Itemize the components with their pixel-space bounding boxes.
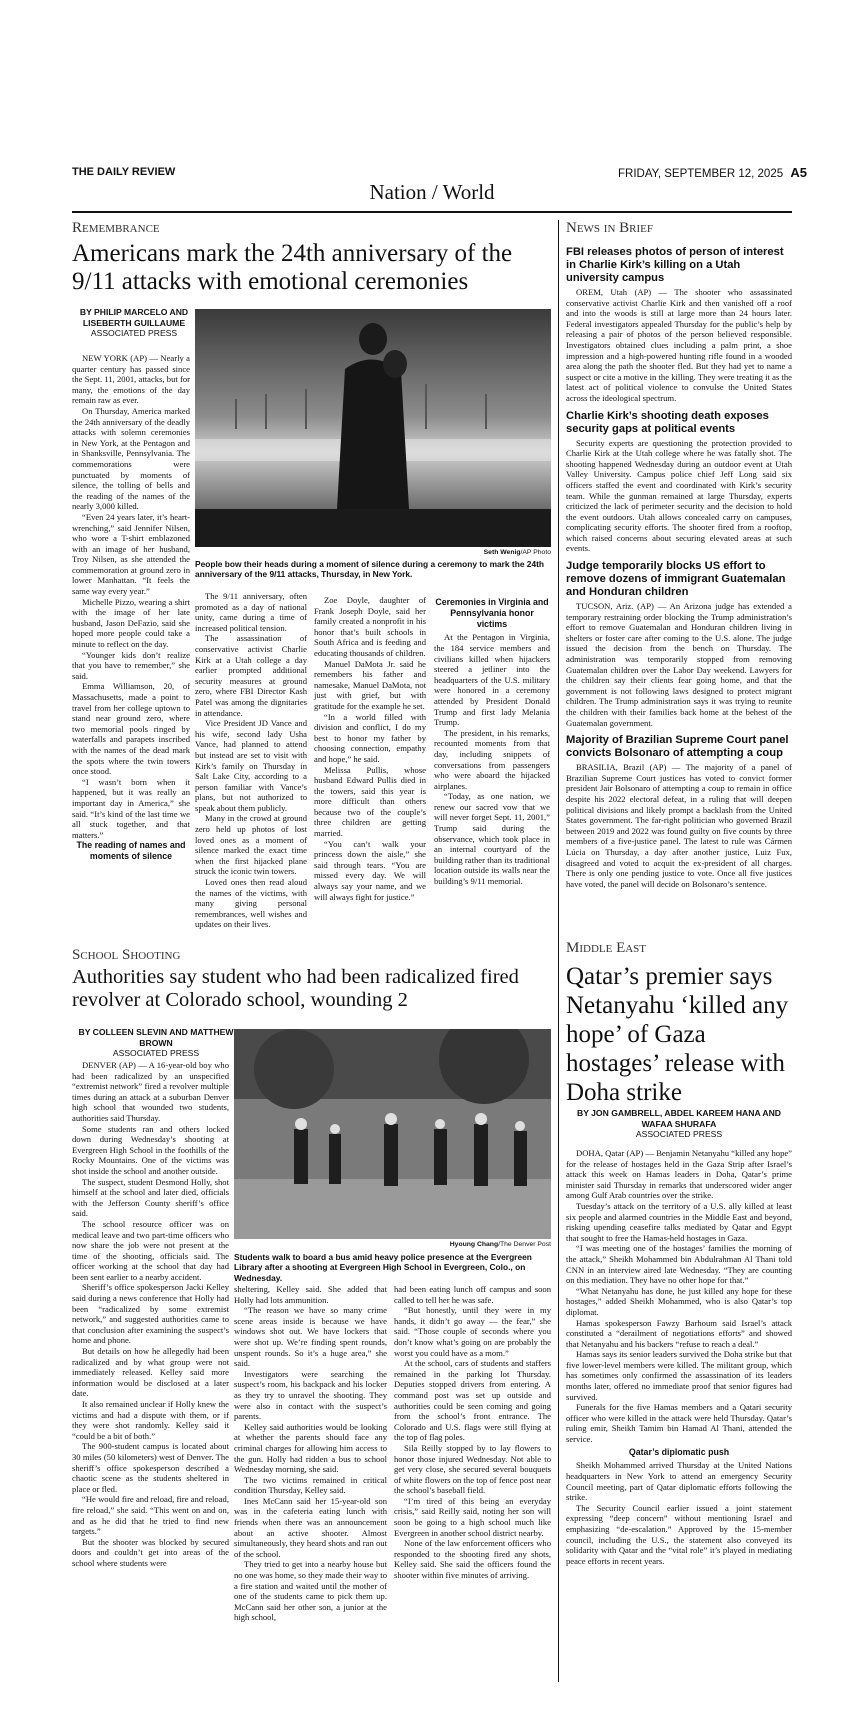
- story1-agency: ASSOCIATED PRESS: [90, 328, 178, 338]
- paragraph: The assassination of conservative activist Charlie Kirk at a Utah college a day earlier prompted additional security measures at ground zero, where FBI Director Kash Patel was among the dignitaries in attendance.: [195, 633, 307, 718]
- paragraph: The two victims remained in critical condition Thursday, Kelley said.: [234, 1474, 387, 1496]
- paragraph: They tried to get into a nearby house but no one was home, so they made their way to a fire station and waited until the mother of one of the students came to pick them up. McCann said her other son, a junior at the high school,: [234, 1559, 387, 1623]
- paragraph: Sila Reilly stopped by to lay flowers to honor those injured Wednesday. Not able to get very close, she secured several bouquets of white flowers on the top of fence post near the school’s baseball field.: [394, 1442, 551, 1496]
- paragraph: “Today, as one nation, we renew our sacred vow that we will never forget Sept. 11, 2001,” Trump said during the observance, which took place in an internal courtyard of the building rather than its traditional location outside its walls near the building’s 9/11 memorial.: [434, 791, 550, 887]
- story1-caption: People bow their heads during a moment of silence during a ceremony to mark the 24th anniversary of the 9/11 attacks, Thursday, in New York.: [195, 559, 545, 580]
- paragraph: Sheriff’s office spokesperson Jacki Kelley said during a news conference that Holly had been “radicalized by some extremist network,” and suggested authorities came to that conclusion after examining the suspect’s home and phone.: [72, 1282, 229, 1346]
- story1-subhead: The reading of names and moments of silence: [76, 840, 186, 862]
- briefs-list: [566, 240, 792, 889]
- story3-authors: BY JON GAMBRELL, ABDEL KAREEM HANA AND WAFAA SHURAFA: [576, 1108, 782, 1129]
- paragraph: The school resource officer was on medical leave and two part-time officers who now share the job were not present at the time of the shooting, officials said. The officer working at the school that day had been sent earlier to a nearby accident.: [72, 1218, 229, 1282]
- paragraph: But details on how he allegedly had been radicalized and by what group were not immediately released. Kelley said more information would be disclosed at a later date.: [72, 1346, 229, 1399]
- paragraph: sheltering, Kelley said. She added that Holly had lots ammunition.: [234, 1284, 387, 1305]
- paragraph: “I wasn’t born when it happened, but it was really an important day in America,” she said. “It’s kind of the last time we all stuck together, and that matters.”: [72, 776, 190, 840]
- story3-agency: ASSOCIATED PRESS: [635, 1129, 723, 1139]
- story2-agency: ASSOCIATED PRESS: [112, 1048, 200, 1058]
- paragraph: Hamas spokesperson Fawzy Barhoum said Israel’s attack constituted a “derailment of negotiations efforts” and showed that Netanyahu and his backers “refuse to reach a deal.”: [566, 1317, 792, 1349]
- paragraph: But the shooter was blocked by secured doors and couldn’t get into areas of the school where students were: [72, 1536, 229, 1568]
- masthead-rule: [72, 211, 792, 213]
- paragraph: Hamas says its senior leaders survived the Doha strike but that five lower-level members were killed. The militant group, which has sometimes only confirmed the assassination of its leaders months later, offered no immediate proof that senior figures had survived.: [566, 1349, 792, 1402]
- story3-headline: Qatar’s premier says Netanyahu ‘killed any hope’ of Gaza hostages’ release with Doha strike: [566, 963, 789, 1106]
- paragraph: Funerals for the five Hamas members and a Qatari security officer who were killed in the attack were held Thursday. Qatar’s ruling emir, Sheikh Tamim bin Hamad Al Thani, attended the service.: [566, 1402, 792, 1445]
- brief-headline: Charlie Kirk’s shooting death exposes security gaps at political events: [566, 409, 769, 435]
- paragraph: It also remained unclear if Holly knew the victims and had a dispute with them, or if they were shot randomly. Kelley said it “could be a bit of both.”: [72, 1399, 229, 1441]
- paragraph: “You can’t walk your princess down the aisle,” she said through tears. “You are missed every day. We will always say your name, and we will always fight for justice.”: [314, 838, 426, 902]
- section-title: Nation / World: [369, 180, 495, 204]
- paragraph: At the school, cars of students and staffers remained in the parking lot Thursday. Deputies stopped drivers from entering. A command post was set up outside and authorities could be seen coming and going from the school’s front entrance. The Colorado and U.S. flags were still flying at the top of flag poles.: [394, 1358, 551, 1443]
- paragraph: The 900-student campus is located about 30 miles (50 kilometers) west of Denver. The sheriff’s office spokesperson described a chaotic scene as the students sheltered in place or fled.: [72, 1441, 229, 1494]
- story1-kicker: Remembrance: [72, 220, 160, 236]
- paragraph: The suspect, student Desmond Holly, shot himself at the school and later died, officials with the Jefferson County sheriff’s office said.: [72, 1176, 229, 1219]
- story2-caption: Students walk to board a bus amid heavy police presence at the Evergreen Library after a shooting at Evergreen High School in Evergreen, Colo., on Wednesday.: [234, 1252, 532, 1283]
- brief-body: OREM, Utah (AP) — The shooter who assassinated conservative activist Charlie Kirk and then vanished off a roof and into the woods is still at large more than 24 hours later. Federal investigators appealed Thursday for the public’s help by releasing a pair of photos of the person believed responsible. Investigators obtained clues including a palm print, a shoe impression and a high-powered hunting rifle found in a wooded area along the path the shooter fled. But they had yet to name a suspect or cite a motive in the killing. They were treating it as the latest act of political violence to convulse the United States across the ideological spectrum.: [566, 287, 792, 403]
- story2-credit-agency: /The Denver Post: [498, 1241, 551, 1248]
- paragraph: “What Netanyahu has done, he just killed any hope for these hostages,” added Sheikh Mohammed, who is also Qatar’s top diplomat.: [566, 1285, 792, 1317]
- page-number: A5: [790, 165, 807, 180]
- story2-col2: [234, 1284, 387, 1623]
- story1-col1: [72, 353, 190, 865]
- paragraph: On Thursday, America marked the 24th anniversary of the deadly attacks with solemn ceremonies in New York, at the Pentagon and in Shanksville, Pennsylvania. The commemorations were punctuated by moments of silence, the tolling of bells and the reading of the names of the nearly 3,000 killed.: [72, 405, 190, 512]
- paragraph: “But honestly, until they were in my hands, it didn’t go away — the fear,” she said. “Those couple of seconds where you don’t know what’s going on are probably the worst you could have as a mom.”: [394, 1305, 551, 1358]
- paragraph: DENVER (AP) — A 16-year-old boy who had been radicalized by an unspecified “extremist network” fired a revolver multiple times during an attack at a suburban Denver high school that wounded two students, authorities said Thursday.: [72, 1060, 229, 1123]
- paragraph: Loved ones then read aloud the names of the victims, with many giving personal remembrances, well wishes and updates on their lives.: [195, 877, 307, 930]
- brief-headline: FBI releases photos of person of interest in Charlie Kirk’s killing on a Utah university campus: [566, 246, 784, 284]
- paragraph: Many in the crowd at ground zero held up photos of lost loved ones as a moment of silence marked the exact time when the first hijacked plane struck the iconic twin towers.: [195, 813, 307, 877]
- paragraph: Emma Williamson, 20, of Massachusetts, made a point to travel from her college uptown to stand near ground zero, where two memorial pools ringed by waterfalls and parapets inscribed with the names of the dead mark the spots where the twin towers once stood.: [72, 681, 190, 777]
- paragraph: Vice President JD Vance and his wife, second lady Usha Vance, had planned to attend but instead are set to visit with Kirk’s family on Thursday in Salt Lake City, according to a person familiar with Vance’s plans, but not authorized to speak about them publicly.: [195, 718, 307, 813]
- paragraph: Michelle Pizzo, wearing a shirt with the image of her late husband, Jason DeFazio, said she hoped more people could take a minute to reflect on the day.: [72, 596, 190, 650]
- story2-byline: [78, 1027, 234, 1059]
- paper-name: THE DAILY REVIEW: [72, 166, 176, 178]
- paragraph: “In a world filled with division and conflict, I do my best to honor my father by choosing connection, empathy and hope,” he said.: [314, 711, 426, 764]
- paragraph: None of the law enforcement officers who responded to the shooting fired any shots, Kelley said. She said the officers found the shooter within five minutes of arriving.: [394, 1538, 551, 1581]
- paragraph: Kelley said authorities would be looking at whether the parents should face any criminal charges for allowing him access to the gun. Holly had ridden a bus to school Wednesday morning, she said.: [234, 1421, 387, 1475]
- paragraph: “I was meeting one of the hostages’ families the morning of the attack,” Sheikh Mohammed bin Abdulrahman Al Thani told CNN in an interview aired late Wednesday. “They are counting on this mediation. They have no other hope for that.”: [566, 1243, 792, 1286]
- story1-photo: [195, 309, 551, 547]
- paragraph: The 9/11 anniversary, often promoted as a day of national unity, came during a time of increased political tension.: [195, 591, 307, 633]
- paragraph: The Security Council earlier issued a joint statement expressing “deep concern” without mentioning Israel and emphasizing “de-escalation.” Approved by the 15-member council, including the U.S., the statement also conveyed its solidarity with Qatar and the “vital role” it’s played in mediating peace efforts in recent years.: [566, 1502, 792, 1566]
- paragraph: Tuesday’s attack on the territory of a U.S. ally killed at least six people and alarmed countries in the Middle East and beyond, risking upending ceasefire talks mediated by Qatar and Egypt that sought to free the Hamas-held hostages in Gaza.: [566, 1200, 792, 1243]
- paragraph: DOHA, Qatar (AP) — Benjamin Netanyahu “killed any hope” for the release of hostages held in the Gaza Strip after Israel’s attack this week on Hamas leaders in Doha, Qatar’s prime minister said Thursday in remarks that underscored wider anger among Gulf Arab countries over the strike.: [566, 1148, 792, 1201]
- story2-col1: [72, 1060, 229, 1569]
- story2-photo-credit: [234, 1241, 551, 1248]
- briefs-kicker: News in Brief: [566, 220, 654, 236]
- paragraph: had been eating lunch off campus and soon called to tell her he was safe.: [394, 1284, 551, 1305]
- story1-col2: [195, 591, 307, 930]
- story1-col3: [314, 595, 426, 902]
- story1-subhead-2: Ceremonies in Virginia and Pennsylvania honor victims: [435, 597, 549, 629]
- story3-byline: [566, 1108, 792, 1140]
- story2-photographer: Hyoung Chang: [449, 1241, 499, 1248]
- story3-kicker: Middle East: [566, 940, 647, 956]
- story2-photo: [234, 1029, 551, 1239]
- story3-subhead: Qatar’s diplomatic push: [628, 1446, 730, 1457]
- paragraph: “He would fire and reload, fire and reload, fire reload,” she said. “This went on and on, and as he did that he tried to find new targets.”: [72, 1494, 229, 1537]
- story2-col3: [394, 1284, 551, 1581]
- date-text: FRIDAY, SEPTEMBER 12, 2025: [618, 168, 784, 180]
- brief-headline: Judge temporarily blocks US effort to remove dozens of immigrant Guatemalan and Honduran children: [566, 560, 786, 599]
- story1-credit-agency: /AP Photo: [520, 549, 551, 556]
- paragraph: Sheikh Mohammed arrived Thursday at the United Nations headquarters in New York to attend an emergency Security Council meeting, part of Qatar diplomatic efforts following the strike.: [566, 1460, 792, 1503]
- story2-kicker: School Shooting: [72, 947, 181, 963]
- story1-photographer: Seth Wenig: [483, 549, 521, 556]
- paragraph: Zoe Doyle, daughter of Frank Joseph Doyle, said her family created a nonprofit in his honor that’s built schools in South Africa and is feeding and educating thousands of children.: [314, 595, 426, 658]
- paragraph: “I’m tired of this being an everyday crisis,” said Reilly said, noting her son will soon be going to a high school much like Evergreen in another school district nearby.: [394, 1495, 551, 1538]
- brief-body: BRASILIA, Brazil (AP) — The majority of a panel of Brazilian Supreme Court justices has voted to convict former president Jair Bolsonaro of attempting a coup to remain in office despite his 2022 electoral defeat, in a ruling that will deepen political divisions and likely prompt a backlash from the United States government. The far-right politician who governed Brazil between 2019 and 2022 was found guilty on five counts by three members of a five-justice panel. The latest to rule was Cármen Lúcia on Thursday, a day after another justice, Luiz Fux, disagreed and voted to acquit the ex-president of all charges. There is only one pending justice to vote. Once all five justices have voted, the panel will decide on Bolsonaro’s sentence.: [566, 762, 792, 889]
- story1-col4: [434, 595, 550, 887]
- paragraph: Investigators were searching the suspect’s room, his backpack and his locker as they try to unravel the shooting. They were also in contact with the suspect’s parents.: [234, 1368, 387, 1422]
- story1-authors: BY PHILIP MARCELO AND LISEBERTH GUILLAUME: [79, 307, 189, 328]
- story2-headline: Authorities say student who had been radicalized fired revolver at Colorado school, wounding 2: [72, 966, 519, 1011]
- paragraph: Ines McCann said her 15-year-old son was in the cafeteria eating lunch with friends when there was an announcement about an active shooter. Almost simultaneously, they heard shots and ran out of the school.: [234, 1495, 387, 1559]
- story1-byline: [78, 307, 190, 339]
- paragraph: NEW YORK (AP) — Nearly a quarter century has passed since the Sept. 11, 2001, attacks, but for many, the emotions of the day remain raw as ever.: [72, 353, 190, 406]
- paragraph: Melissa Pullis, whose husband Edward Pullis died in the towers, said this year is more difficult than others because two of the couple’s three children are getting married.: [314, 764, 426, 839]
- paragraph: “Even 24 years later, it’s heart-wrenching,” said Jennifer Nilsen, who wore a T-shirt emblazoned with an image of her husband, Troy Nilsen, as she attended the commemoration at ground zero in lower Manhattan. “It feels the same way every year.”: [72, 511, 190, 597]
- paragraph: “Younger kids don’t realize that you have to remember,” she said.: [72, 649, 190, 681]
- brief-body: TUCSON, Ariz. (AP) — An Arizona judge has extended a temporary restraining order blocking the Trump administration’s effort to remove Guatemalan and Honduran children living in shelters or foster care after coming to the U.S. alone. The judge issued the decision from the bench on Thursday. The administration was temporarily stopped from removing Guatemalan children over the Labor Day weekend. Lawyers for the children say their clients fear going home, and that the government is not following laws designed to protect migrant children. The Trump administration says it was trying to reunite the children with their families back home at the behest of the Guatemalan government.: [566, 601, 792, 728]
- brief-headline: Majority of Brazilian Supreme Court panel convicts Bolsonaro of attempting a coup: [566, 734, 789, 760]
- paragraph: “The reason we have so many crime scene areas inside is because we have windows shot out. We have lockers that were shot up. We’re finding spent rounds, unspent rounds. So it’s a huge area,” she said.: [234, 1305, 387, 1369]
- story3-body: [566, 1148, 792, 1566]
- paragraph: The president, in his remarks, recounted moments from that day, including snippets of conversations from passengers who were aboard the hijacked airplanes.: [434, 727, 550, 791]
- paragraph: Some students ran and others locked down during Wednesday’s shooting at Evergreen High School in the foothills of the Rocky Mountains. One of the victims was shot inside the school and another outside.: [72, 1123, 229, 1176]
- issue-date: [618, 165, 807, 180]
- story1-photo-credit: [195, 549, 551, 556]
- brief-body: Security experts are questioning the protection provided to Charlie Kirk at the Utah college where he was fatally shot. The shooting happened Wednesday during an outdoor event at Utah Valley University. Campus police chief Jeff Long said six officers staffed the event and coordinated with Kirk’s security team. While the gunman remained at large Thursday, experts criticized the lack of perimeter security and the decision to hold the event outdoors. Utah allows concealed carry on campuses, complicating security efforts. The shooter fired from a rooftop, which raised concerns about securing elevated areas at such events.: [566, 437, 792, 554]
- column-divider: [558, 220, 559, 1682]
- paragraph: Manuel DaMota Jr. said he remembers his father and namesake, Manuel DaMota, not just with grief, but with gratitude for the example he set.: [314, 658, 426, 711]
- story2-authors: BY COLLEEN SLEVIN AND MATTHEW BROWN: [78, 1027, 234, 1048]
- paragraph: At the Pentagon in Virginia, the 184 service members and civilians killed when hijackers steered a jetliner into the headquarters of the U.S. military were honored in a ceremony attended by President Donald Trump and first lady Melania Trump.: [434, 632, 550, 728]
- story1-headline: Americans mark the 24th anniversary of the 9/11 attacks with emotional ceremonies: [72, 240, 513, 295]
